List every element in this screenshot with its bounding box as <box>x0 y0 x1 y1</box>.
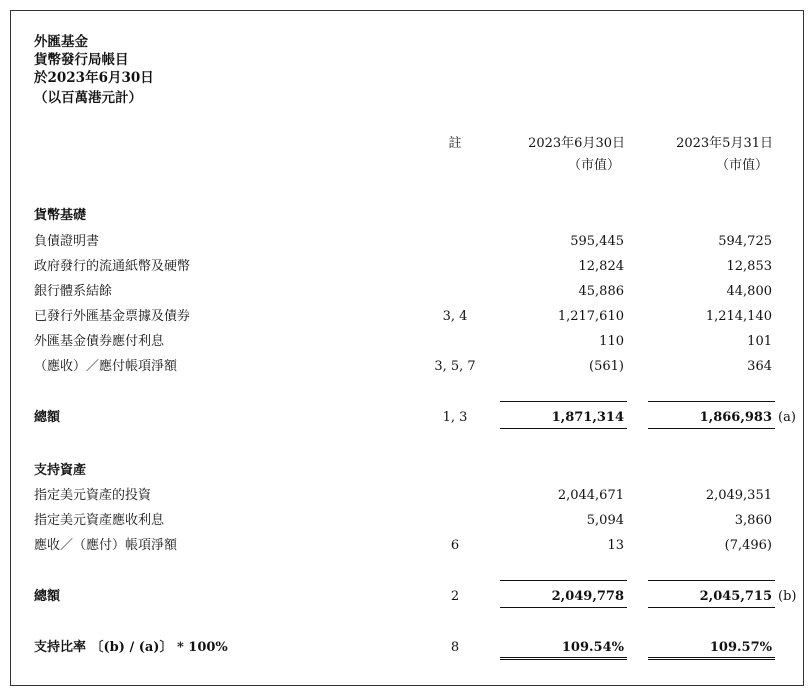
row-label: （應收）／應付帳項淨額 <box>34 359 178 374</box>
row-value-col2: 3,860 <box>734 513 772 528</box>
unit-note: （以百萬港元計） <box>34 90 142 106</box>
as-of-date: 於2023年6月30日 <box>34 70 154 86</box>
col2-date-header: 2023年5月31日 <box>676 136 773 151</box>
row-label: 指定美元資產的投資 <box>34 488 152 503</box>
row-value-col1: 12,824 <box>578 259 624 274</box>
total-value-col1: 1,871,314 <box>551 410 624 425</box>
row-value-col2: 44,800 <box>726 284 772 299</box>
row-value-col1: 595,445 <box>570 234 624 249</box>
row-value-col1: 110 <box>599 334 624 349</box>
section-monetary-base-title: 貨幣基礎 <box>34 208 87 223</box>
ratio-label: 支持比率 〔(b) / (a)〕 * 100% <box>34 640 228 655</box>
row-value-col1: 1,217,610 <box>557 309 624 324</box>
total-label: 總額 <box>34 410 61 425</box>
total-underline-col2 <box>648 428 775 429</box>
total-underline-col2 <box>648 607 775 608</box>
row-value-col1: 45,886 <box>578 284 624 299</box>
row-note: 6 <box>450 538 460 553</box>
subtotal-rule-col2 <box>648 401 775 402</box>
ratio-double-underline-col2 <box>648 657 775 660</box>
fund-title: 外匯基金 <box>34 34 88 50</box>
row-note: 3, 4 <box>442 309 468 324</box>
subtotal-rule-col1 <box>500 401 627 402</box>
ratio-value-col2: 109.57% <box>709 640 772 655</box>
section-backing-assets-title: 支持資產 <box>34 463 87 478</box>
total-value-col2: 1,866,983 <box>699 410 772 425</box>
ratio-double-underline-col1 <box>500 657 627 660</box>
row-label: 外匯基金債券應付利息 <box>34 334 165 349</box>
row-value-col1: 5,094 <box>586 513 624 528</box>
row-label: 負債證明書 <box>34 234 100 249</box>
row-label: 政府發行的流通紙幣及硬幣 <box>34 259 191 274</box>
ratio-note: 8 <box>450 640 460 655</box>
total-note: 2 <box>450 589 460 604</box>
row-label: 已發行外匯基金票據及債券 <box>34 309 191 324</box>
subtotal-rule-col1 <box>500 580 627 581</box>
row-note: 3, 5, 7 <box>434 359 476 374</box>
row-value-col1: (561) <box>589 359 624 374</box>
row-value-col2: 12,853 <box>726 259 772 274</box>
subtotal-rule-col2 <box>648 580 775 581</box>
col1-date-header: 2023年6月30日 <box>528 136 625 151</box>
total-value-col2: 2,045,715 <box>699 589 772 604</box>
row-value-col1: 2,044,671 <box>557 488 624 503</box>
ratio-value-col1: 109.54% <box>561 640 624 655</box>
row-label: 應收／（應付）帳項淨額 <box>34 538 178 553</box>
row-value-col1: 13 <box>607 538 624 553</box>
row-value-col2: (7,496) <box>724 538 772 553</box>
row-value-col2: 2,049,351 <box>705 488 772 503</box>
row-value-col2: 101 <box>747 334 772 349</box>
total-marker-b: (b) <box>778 589 797 604</box>
note-column-header: 註 <box>448 136 462 151</box>
total-underline-col1 <box>500 607 627 608</box>
total-underline-col1 <box>500 428 627 429</box>
row-label: 指定美元資產應收利息 <box>34 513 165 528</box>
total-marker-a: (a) <box>778 410 796 425</box>
col2-basis-header: （市值） <box>715 158 768 173</box>
account-title: 貨幣發行局帳目 <box>34 52 129 68</box>
total-label: 總額 <box>34 589 61 604</box>
row-label: 銀行體系結餘 <box>34 284 113 299</box>
total-value-col1: 2,049,778 <box>551 589 624 604</box>
col1-basis-header: （市值） <box>567 158 620 173</box>
row-value-col2: 364 <box>747 359 772 374</box>
row-value-col2: 594,725 <box>718 234 772 249</box>
total-note: 1, 3 <box>442 410 468 425</box>
row-value-col2: 1,214,140 <box>705 309 772 324</box>
